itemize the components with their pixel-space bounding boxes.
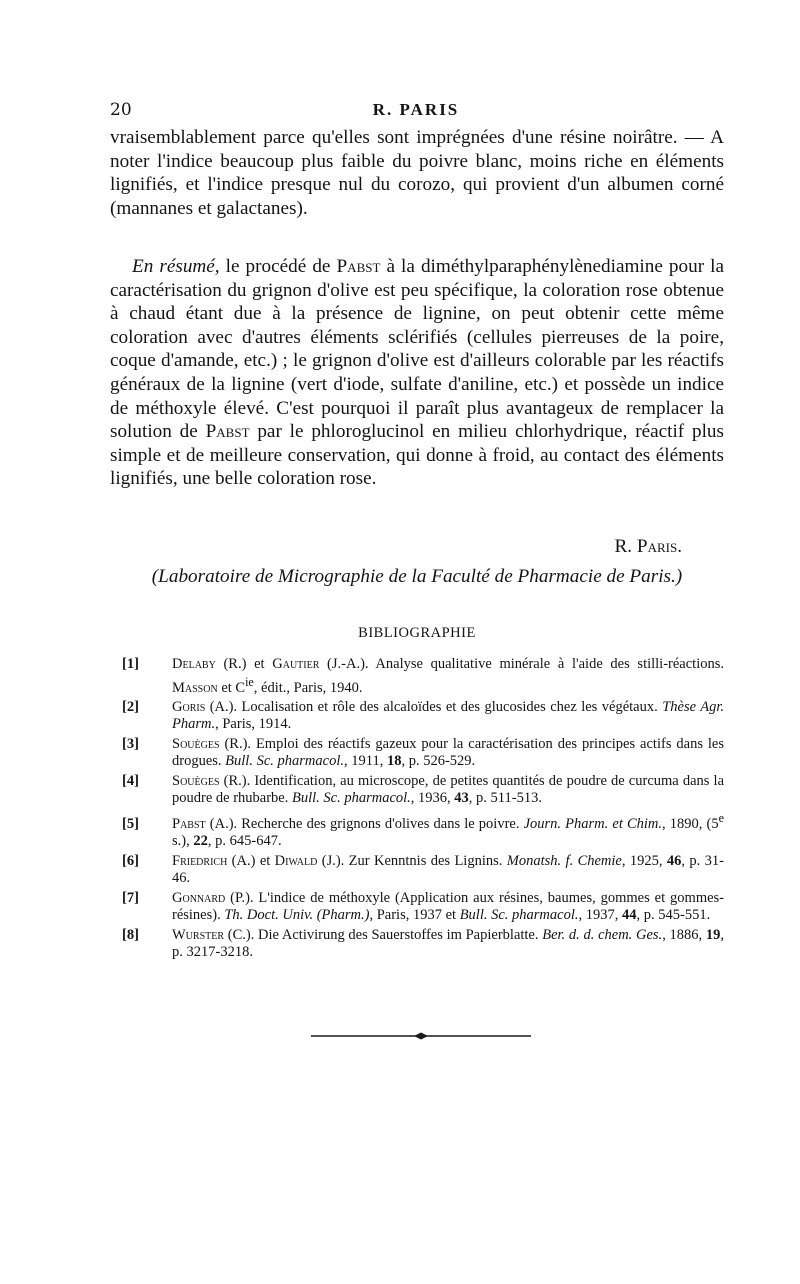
reference-item [110, 656, 724, 697]
reference-number: [4] [122, 772, 139, 789]
reference-source: Journ. Pharm. et Chim. [523, 815, 663, 832]
reference-author: Goris [172, 698, 206, 715]
reference-text: , p. 511-513. [468, 790, 542, 807]
reference-number: [5] [122, 815, 139, 832]
reference-text: (A.). Recherche des grignons d'olives dans le poivre. [205, 815, 524, 832]
reference-author: Gonnard [172, 889, 226, 906]
reference-item [110, 853, 724, 888]
reference-item [110, 810, 724, 851]
reference-text: , édit., Paris, 1940. [253, 679, 363, 696]
reference-item [110, 736, 724, 771]
reference-text: et C [217, 679, 246, 696]
reference-text: (A.). Localisation et rôle des alcaloïdes et des glucosides chez les végétaux. [205, 698, 663, 715]
running-title: R. PARIS [372, 100, 460, 119]
reference-source: Monatsh. f. Chemie [506, 852, 622, 869]
reference-source: Bull. Sc. pharmacol. [459, 907, 579, 924]
author-signature [615, 536, 683, 558]
reference-source: Bull. Sc. pharmacol. [225, 753, 344, 770]
reference-text: , p. 3217-3218. [172, 926, 724, 961]
reference-item [110, 699, 724, 734]
reference-item [110, 927, 724, 962]
reference-superscript: e [718, 810, 724, 825]
reference-author: Souèges [172, 735, 220, 752]
summary-lead: En résumé, [132, 256, 220, 277]
reference-text: (C.). Die Activirung des Sauerstoffes im Papierblatte. [224, 926, 543, 943]
reference-text: (J.-A.). Analyse qualitative minérale à l'aide des stilli-réactions. [319, 656, 724, 672]
bibliography-list [110, 656, 724, 964]
reference-volume: 44 [622, 907, 637, 924]
reference-source: Bull. Sc. pharmacol. [291, 790, 411, 807]
reference-number: [8] [122, 926, 139, 943]
page-number: 20 [110, 100, 132, 120]
bibliography-heading: BIBLIOGRAPHIE [358, 625, 476, 641]
reference-number: [3] [122, 735, 139, 752]
reference-text: , 1890, (5 [662, 815, 719, 832]
reference-number: [6] [122, 852, 139, 869]
paragraph-2-part-2: à la diméthylparaphénylènediamine pour la caractérisation du grignon d'olive est peu spécifique, la coloration rose obtenue à chaud étant due à la présence de lignine, on peut obtenir cette même coloration avec d'autres éléments sclérifiés (cellules pierreuses de la poire, coque d'amande, etc.) ; le grignon d'olive est d'ailleurs colorable par les réactifs généraux de la lignine (vert d'iode, sulfate d'aniline, etc.) et possède un indice de méthoxyle élevé. C'est pourquoi il paraît plus avantageux de remplacer la solution de [110, 256, 724, 443]
paragraph-2-part-3: par le phloroglucinol en milieu chlorhydrique, réactif plus simple et de meilleure conservation, qui donne à froid, au contact des éléments lignifiés, une belle coloration rose. [110, 421, 724, 490]
body-paragraph-2 [110, 255, 724, 491]
affiliation: (Laboratoire de Micrographie de la Faculté de Pharmacie de Paris.) [151, 566, 683, 587]
reference-text: , 1886, [662, 926, 706, 943]
reference-number: [2] [122, 698, 139, 715]
running-head [110, 100, 722, 124]
reference-text: , 1936, [410, 790, 455, 807]
reference-publisher: Masson [172, 679, 218, 696]
reference-text: , 1925, [621, 852, 667, 869]
reference-volume: 18 [386, 753, 402, 770]
reference-volume: 19 [705, 926, 721, 943]
reference-author: Friedrich [172, 852, 228, 869]
reference-item [110, 773, 724, 808]
reference-volume: 46 [666, 852, 682, 869]
reference-text: (A.) et [227, 852, 275, 869]
reference-text: (P.). L'indice de méthoxyle (Application aux résines, baumes, gommes et gommes-résines). [172, 889, 724, 924]
reference-item [110, 890, 724, 925]
signature-name: Paris. [636, 536, 682, 557]
reference-text: (R.) et [215, 656, 273, 672]
author-name-pabst-2: Pabst [205, 421, 250, 443]
signature-initial: R. [614, 536, 637, 557]
ornament-diamond [414, 1033, 428, 1040]
reference-superscript: ie [245, 674, 254, 689]
reference-text: (R.). Emploi des réactifs gazeux pour la caractérisation des principes actifs dans les drogues. [172, 735, 724, 770]
reference-volume: 43 [454, 790, 469, 807]
reference-number: [1] [122, 656, 139, 672]
reference-text: , p. 645-647. [207, 833, 282, 850]
reference-text: , 1937, [578, 907, 622, 924]
reference-text: , Paris, 1937 et [369, 907, 460, 924]
reference-number: [7] [122, 889, 139, 906]
paragraph-2-part-1: le procédé de [219, 256, 337, 277]
reference-author: Wurster [172, 926, 225, 943]
reference-text: (J.). Zur Kenntnis des Lignins. [317, 852, 507, 869]
paragraph-1-text: vraisemblablement parce qu'elles sont imprégnées d'une résine noirâtre. — A noter l'indice beaucoup plus faible du poivre blanc, moins riche en éléments lignifiés, et l'indice presque nul du corozo, qui provient d'un albumen corné (mannanes et galactanes). [110, 127, 724, 219]
reference-source: Th. Doct. Univ. (Pharm.) [224, 907, 370, 924]
reference-author: Pabst [172, 815, 206, 832]
paragraph-2-text [110, 255, 724, 491]
reference-text: (R.). Identification, au microscope, de petites quantités de poudre de curcuma dans la poudre de rhubarbe. [172, 772, 724, 807]
reference-volume: 22 [193, 833, 208, 850]
end-ornament [311, 1031, 531, 1041]
reference-source: Ber. d. d. chem. Ges. [542, 926, 663, 943]
reference-author: Gautier [272, 656, 320, 672]
reference-text: , p. 526-529. [401, 753, 476, 770]
reference-author: Diwald [274, 852, 318, 869]
reference-text: , p. 31-46. [172, 852, 725, 887]
reference-text: , p. 545-551. [636, 907, 711, 924]
reference-author: Souèges [172, 772, 220, 789]
body-paragraph-1 [110, 126, 724, 220]
reference-text: , Paris, 1914. [215, 716, 292, 733]
reference-text: , 1911, [343, 753, 387, 770]
reference-source: Thèse Agr. Pharm. [172, 698, 724, 733]
reference-text: s.), [172, 833, 194, 850]
author-name-pabst: Pabst [336, 256, 381, 277]
reference-author: Delaby [172, 656, 216, 672]
